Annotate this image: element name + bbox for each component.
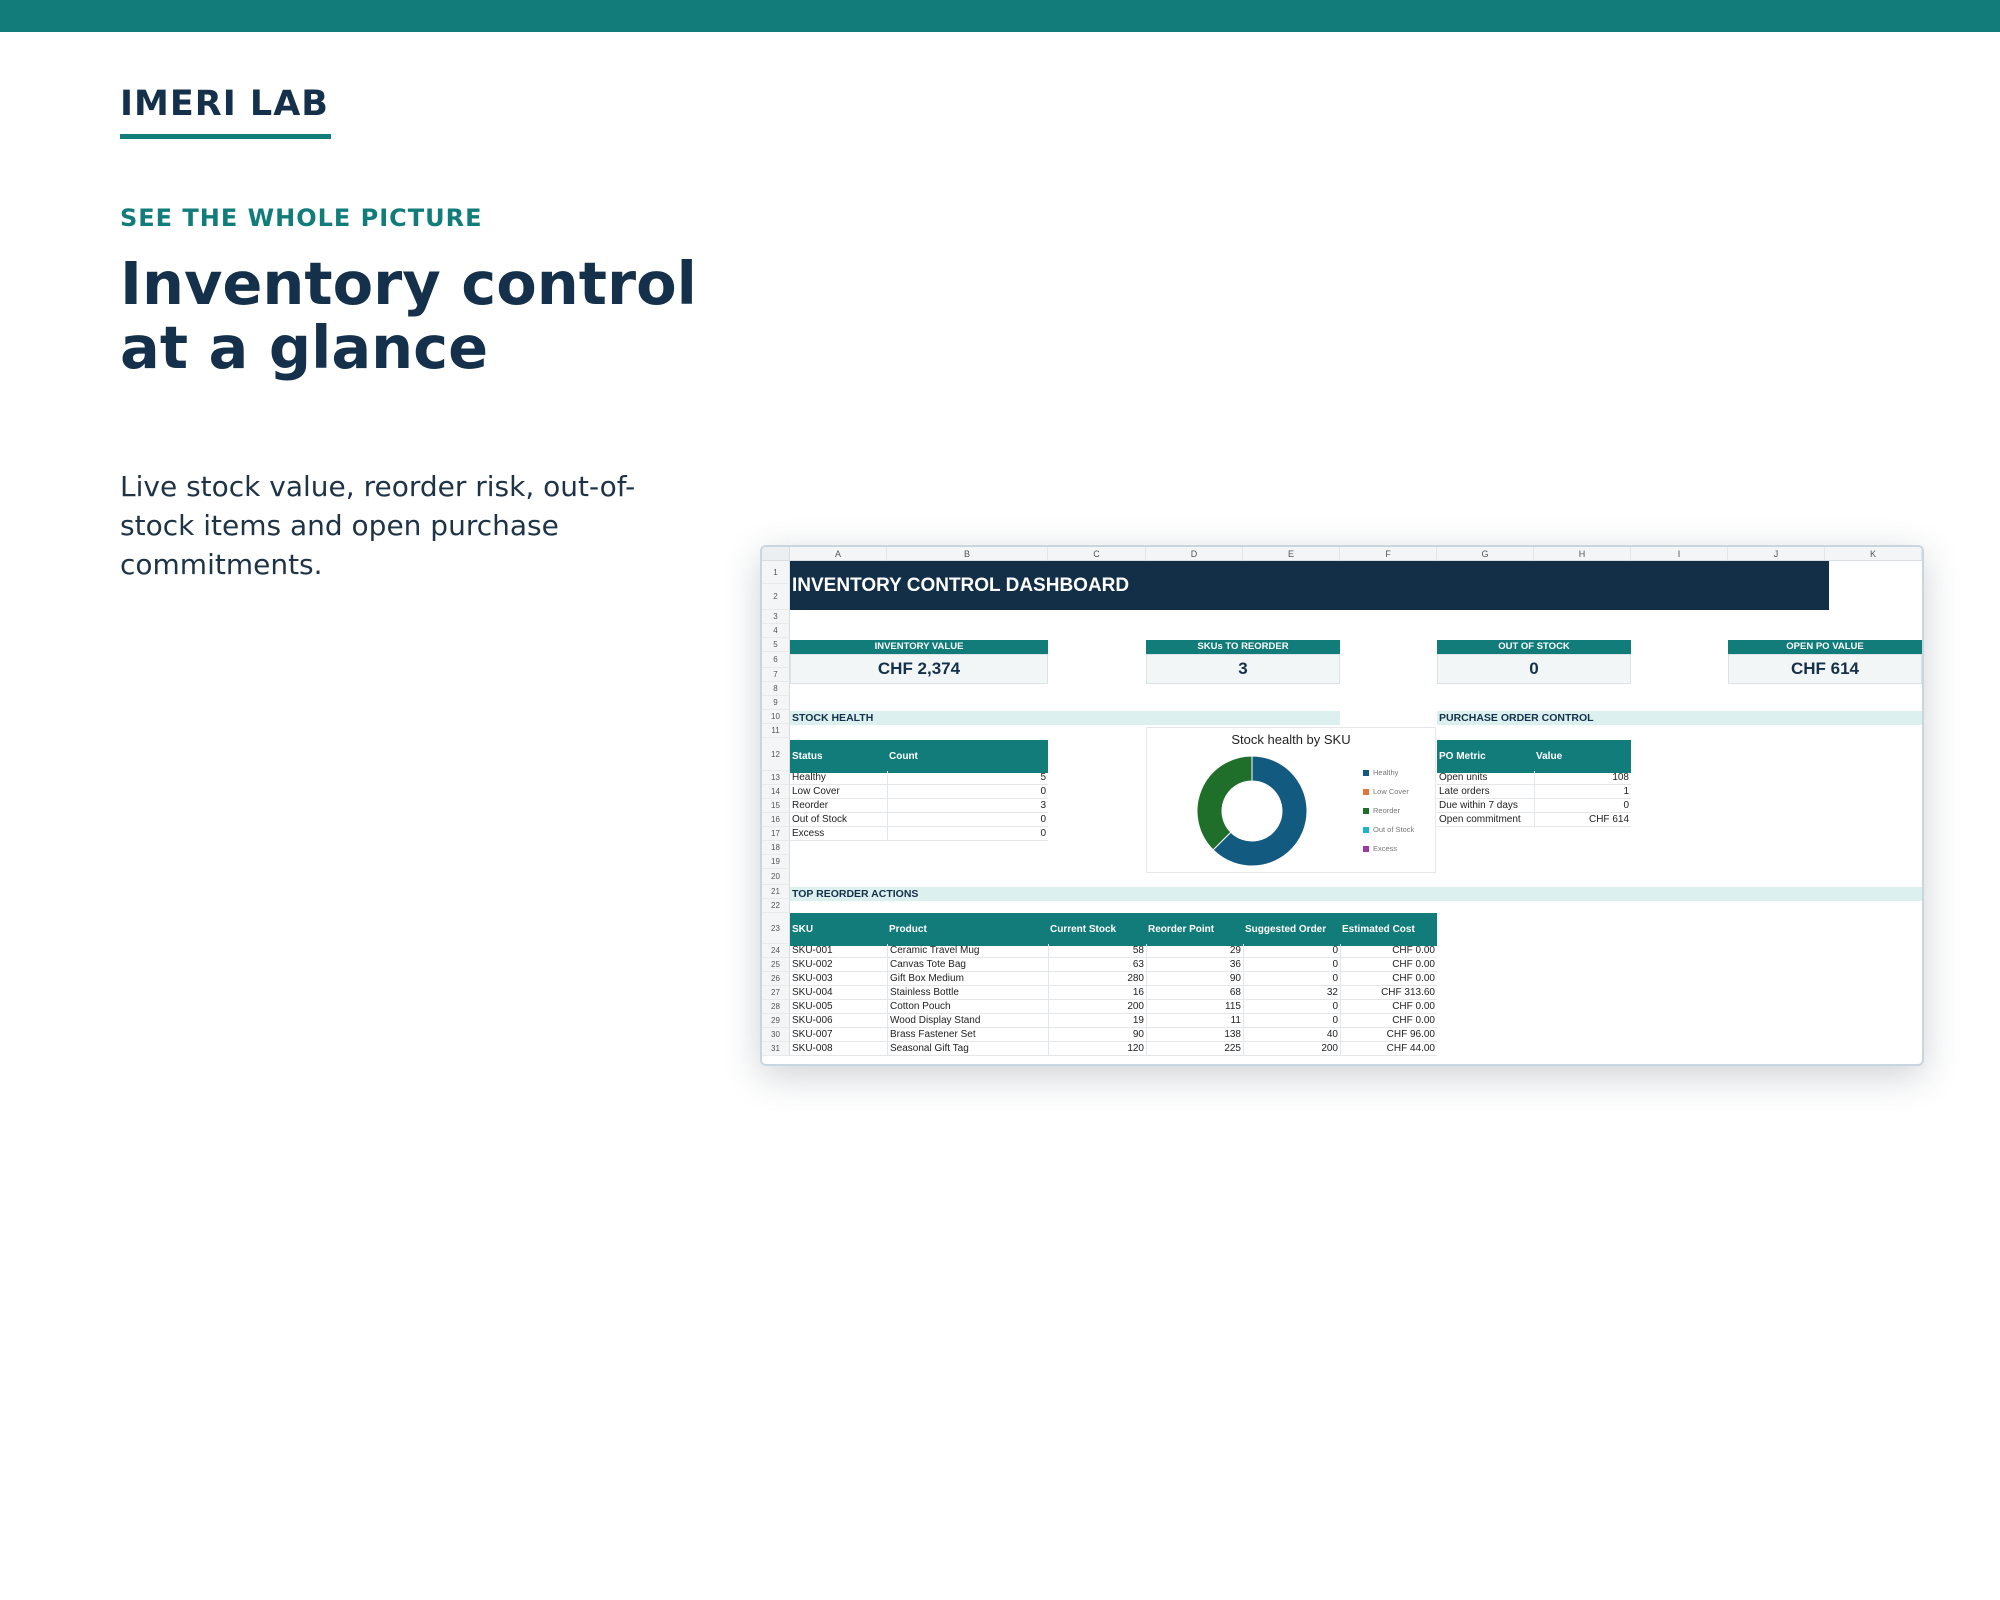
column-header[interactable]: C	[1048, 547, 1146, 561]
reorder-product-cell[interactable]: Canvas Tote Bag	[887, 958, 1048, 972]
row-header[interactable]: 13	[762, 771, 790, 785]
row-header[interactable]: 7	[762, 668, 790, 682]
reorder-sku-cell[interactable]: SKU-007	[790, 1028, 887, 1042]
reorder-product-cell[interactable]: Brass Fastener Set	[887, 1028, 1048, 1042]
legend-label: Excess	[1373, 844, 1398, 853]
po-metric-cell[interactable]: Open units	[1437, 771, 1534, 785]
reorder-cost-cell[interactable]: CHF 0.00	[1340, 958, 1437, 972]
stock-health-header-count: Count	[887, 740, 1048, 773]
reorder-stock-cell[interactable]: 63	[1048, 958, 1146, 972]
stock-health-count-cell[interactable]: 3	[887, 799, 1048, 813]
kpi-out-of-stock-label: OUT OF STOCK	[1437, 640, 1631, 654]
stock-health-status-cell[interactable]: Out of Stock	[790, 813, 887, 827]
body-text: Live stock value, reorder risk, out-of-stock items and open purchase commitments.	[120, 470, 636, 581]
eyebrow-text: SEE THE WHOLE PICTURE	[120, 204, 483, 232]
row-header[interactable]: 8	[762, 682, 790, 696]
stock-health-count-cell[interactable]: 0	[887, 827, 1048, 841]
reorder-header-cell: Estimated Cost	[1340, 913, 1437, 946]
donut-slice-reorder	[1197, 756, 1252, 850]
stock-health-header-status: Status	[790, 740, 887, 773]
section-stock-health: STOCK HEALTH	[790, 711, 1340, 725]
reorder-stock-cell[interactable]: 19	[1048, 1014, 1146, 1028]
reorder-reorder-point-cell[interactable]: 29	[1146, 944, 1243, 958]
stock-health-status-cell[interactable]: Reorder	[790, 799, 887, 813]
stock-health-count-cell[interactable]: 0	[887, 785, 1048, 799]
reorder-reorder-point-cell[interactable]: 11	[1146, 1014, 1243, 1028]
column-header[interactable]: J	[1728, 547, 1825, 561]
chart-title: Stock health by SKU	[1231, 732, 1351, 747]
reorder-product-cell[interactable]: Seasonal Gift Tag	[887, 1042, 1048, 1056]
stock-health-status-cell[interactable]: Healthy	[790, 771, 887, 785]
chart-legend-item	[1363, 787, 1409, 797]
top-accent-bar	[0, 0, 2000, 32]
reorder-suggested-cell[interactable]: 0	[1243, 1014, 1340, 1028]
sheet-corner	[762, 547, 790, 561]
chart-legend-item	[1363, 768, 1398, 778]
kpi-open-po-value: CHF 614	[1728, 654, 1922, 684]
reorder-cost-cell[interactable]: CHF 44.00	[1340, 1042, 1437, 1056]
reorder-product-cell[interactable]: Gift Box Medium	[887, 972, 1048, 986]
headline-line-1: Inventory control	[120, 249, 697, 318]
stock-health-chart	[1146, 727, 1436, 873]
stock-health-count-cell[interactable]: 5	[887, 771, 1048, 785]
row-header[interactable]: 6	[762, 652, 790, 668]
po-header-metric: PO Metric	[1437, 740, 1534, 773]
row-header[interactable]: 27	[762, 986, 790, 1000]
brand-underline	[120, 134, 331, 139]
reorder-sku-cell[interactable]: SKU-005	[790, 1000, 887, 1014]
po-value-cell[interactable]: CHF 614	[1534, 813, 1631, 827]
reorder-header-cell: Reorder Point	[1146, 913, 1243, 946]
dashboard-title: INVENTORY CONTROL DASHBOARD	[790, 561, 1829, 610]
reorder-reorder-point-cell[interactable]: 225	[1146, 1042, 1243, 1056]
reorder-suggested-cell[interactable]: 0	[1243, 1000, 1340, 1014]
row-header[interactable]: 9	[762, 696, 790, 710]
column-header[interactable]: D	[1146, 547, 1243, 561]
kpi-open-po-value-label: OPEN PO VALUE	[1728, 640, 1922, 654]
row-header[interactable]: 31	[762, 1042, 790, 1056]
reorder-cost-cell[interactable]: CHF 313.60	[1340, 986, 1437, 1000]
legend-label: Low Cover	[1373, 787, 1409, 796]
reorder-suggested-cell[interactable]: 200	[1243, 1042, 1340, 1056]
column-header[interactable]: A	[790, 547, 887, 561]
row-header[interactable]: 11	[762, 724, 790, 738]
kpi-skus-to-reorder-label: SKUs TO REORDER	[1146, 640, 1340, 654]
reorder-header-cell: Product	[887, 913, 1048, 946]
reorder-cost-cell[interactable]: CHF 0.00	[1340, 944, 1437, 958]
chart-legend-item	[1363, 806, 1400, 816]
po-metric-cell[interactable]: Late orders	[1437, 785, 1534, 799]
row-header[interactable]: 23	[762, 913, 790, 944]
reorder-cost-cell[interactable]: CHF 0.00	[1340, 972, 1437, 986]
legend-swatch	[1363, 789, 1369, 795]
column-header[interactable]: I	[1631, 547, 1728, 561]
po-metric-cell[interactable]: Due within 7 days	[1437, 799, 1534, 813]
stock-health-status-cell[interactable]: Low Cover	[790, 785, 887, 799]
column-header[interactable]: K	[1825, 547, 1922, 561]
reorder-reorder-point-cell[interactable]: 115	[1146, 1000, 1243, 1014]
row-header[interactable]: 10	[762, 710, 790, 724]
row-header[interactable]: 12	[762, 738, 790, 771]
reorder-cost-cell[interactable]: CHF 96.00	[1340, 1028, 1437, 1042]
stock-health-status-cell[interactable]: Excess	[790, 827, 887, 841]
brand-logo-text: IMERI LAB	[120, 84, 329, 124]
po-value-cell[interactable]: 108	[1534, 771, 1631, 785]
row-header[interactable]: 2	[762, 584, 790, 610]
column-header[interactable]: H	[1534, 547, 1631, 561]
reorder-sku-cell[interactable]: SKU-008	[790, 1042, 887, 1056]
spreadsheet-screenshot	[760, 545, 1924, 1066]
reorder-sku-cell[interactable]: SKU-003	[790, 972, 887, 986]
row-header[interactable]: 5	[762, 638, 790, 652]
reorder-product-cell[interactable]: Cotton Pouch	[887, 1000, 1048, 1014]
reorder-cost-cell[interactable]: CHF 0.00	[1340, 1014, 1437, 1028]
reorder-sku-cell[interactable]: SKU-004	[790, 986, 887, 1000]
reorder-stock-cell[interactable]: 58	[1048, 944, 1146, 958]
section-top-reorder-actions: TOP REORDER ACTIONS	[790, 887, 1922, 901]
kpi-skus-to-reorder: 3	[1146, 654, 1340, 684]
reorder-sku-cell[interactable]: SKU-001	[790, 944, 887, 958]
stock-health-count-cell[interactable]: 0	[887, 813, 1048, 827]
row-header[interactable]: 24	[762, 944, 790, 958]
row-header[interactable]: 30	[762, 1028, 790, 1042]
kpi-inventory-value-label: INVENTORY VALUE	[790, 640, 1048, 654]
row-header[interactable]: 1	[762, 561, 790, 584]
reorder-sku-cell[interactable]: SKU-002	[790, 958, 887, 972]
row-header[interactable]: 20	[762, 869, 790, 885]
reorder-stock-cell[interactable]: 280	[1048, 972, 1146, 986]
reorder-header-cell: Suggested Order	[1243, 913, 1340, 946]
column-header[interactable]: F	[1340, 547, 1437, 561]
column-header[interactable]: E	[1243, 547, 1340, 561]
reorder-header-cell: SKU	[790, 913, 887, 946]
legend-label: Out of Stock	[1373, 825, 1415, 834]
reorder-stock-cell[interactable]: 90	[1048, 1028, 1146, 1042]
po-header-value: Value	[1534, 740, 1631, 773]
reorder-cost-cell[interactable]: CHF 0.00	[1340, 1000, 1437, 1014]
legend-label: Healthy	[1373, 768, 1399, 777]
row-header[interactable]: 19	[762, 855, 790, 869]
headline-line-2: at a glance	[120, 313, 489, 382]
kpi-inventory-value: CHF 2,374	[790, 654, 1048, 684]
row-header[interactable]: 16	[762, 813, 790, 827]
po-value-cell[interactable]: 0	[1534, 799, 1631, 813]
legend-label: Reorder	[1373, 806, 1401, 815]
row-header[interactable]: 14	[762, 785, 790, 799]
reorder-sku-cell[interactable]: SKU-006	[790, 1014, 887, 1028]
row-header[interactable]: 28	[762, 1000, 790, 1014]
row-header[interactable]: 26	[762, 972, 790, 986]
reorder-product-cell[interactable]: Ceramic Travel Mug	[887, 944, 1048, 958]
row-header[interactable]: 18	[762, 841, 790, 855]
reorder-reorder-point-cell[interactable]: 90	[1146, 972, 1243, 986]
reorder-reorder-point-cell[interactable]: 68	[1146, 986, 1243, 1000]
reorder-suggested-cell[interactable]: 32	[1243, 986, 1340, 1000]
row-header[interactable]: 3	[762, 610, 790, 624]
row-header[interactable]: 21	[762, 885, 790, 899]
row-header[interactable]: 29	[762, 1014, 790, 1028]
reorder-suggested-cell[interactable]: 0	[1243, 972, 1340, 986]
row-header[interactable]: 17	[762, 827, 790, 841]
legend-swatch	[1363, 846, 1369, 852]
legend-swatch	[1363, 808, 1369, 814]
kpi-out-of-stock: 0	[1437, 654, 1631, 684]
legend-swatch	[1363, 770, 1369, 776]
reorder-suggested-cell[interactable]: 40	[1243, 1028, 1340, 1042]
po-metric-cell[interactable]: Open commitment	[1437, 813, 1534, 827]
reorder-stock-cell[interactable]: 200	[1048, 1000, 1146, 1014]
reorder-stock-cell[interactable]: 16	[1048, 986, 1146, 1000]
row-header[interactable]: 25	[762, 958, 790, 972]
reorder-product-cell[interactable]: Stainless Bottle	[887, 986, 1048, 1000]
reorder-header-cell: Current Stock	[1048, 913, 1146, 946]
row-header[interactable]: 15	[762, 799, 790, 813]
column-header[interactable]: G	[1437, 547, 1534, 561]
reorder-reorder-point-cell[interactable]: 138	[1146, 1028, 1243, 1042]
reorder-reorder-point-cell[interactable]: 36	[1146, 958, 1243, 972]
row-header[interactable]: 4	[762, 624, 790, 638]
row-header[interactable]: 22	[762, 899, 790, 913]
reorder-stock-cell[interactable]: 120	[1048, 1042, 1146, 1056]
column-header[interactable]: B	[887, 547, 1048, 561]
reorder-product-cell[interactable]: Wood Display Stand	[887, 1014, 1048, 1028]
chart-legend-item	[1363, 844, 1397, 854]
po-value-cell[interactable]: 1	[1534, 785, 1631, 799]
reorder-suggested-cell[interactable]: 0	[1243, 944, 1340, 958]
legend-swatch	[1363, 827, 1369, 833]
headline	[120, 249, 760, 382]
reorder-suggested-cell[interactable]: 0	[1243, 958, 1340, 972]
chart-legend-item	[1363, 825, 1414, 835]
section-purchase-order-control: PURCHASE ORDER CONTROL	[1437, 711, 1922, 725]
